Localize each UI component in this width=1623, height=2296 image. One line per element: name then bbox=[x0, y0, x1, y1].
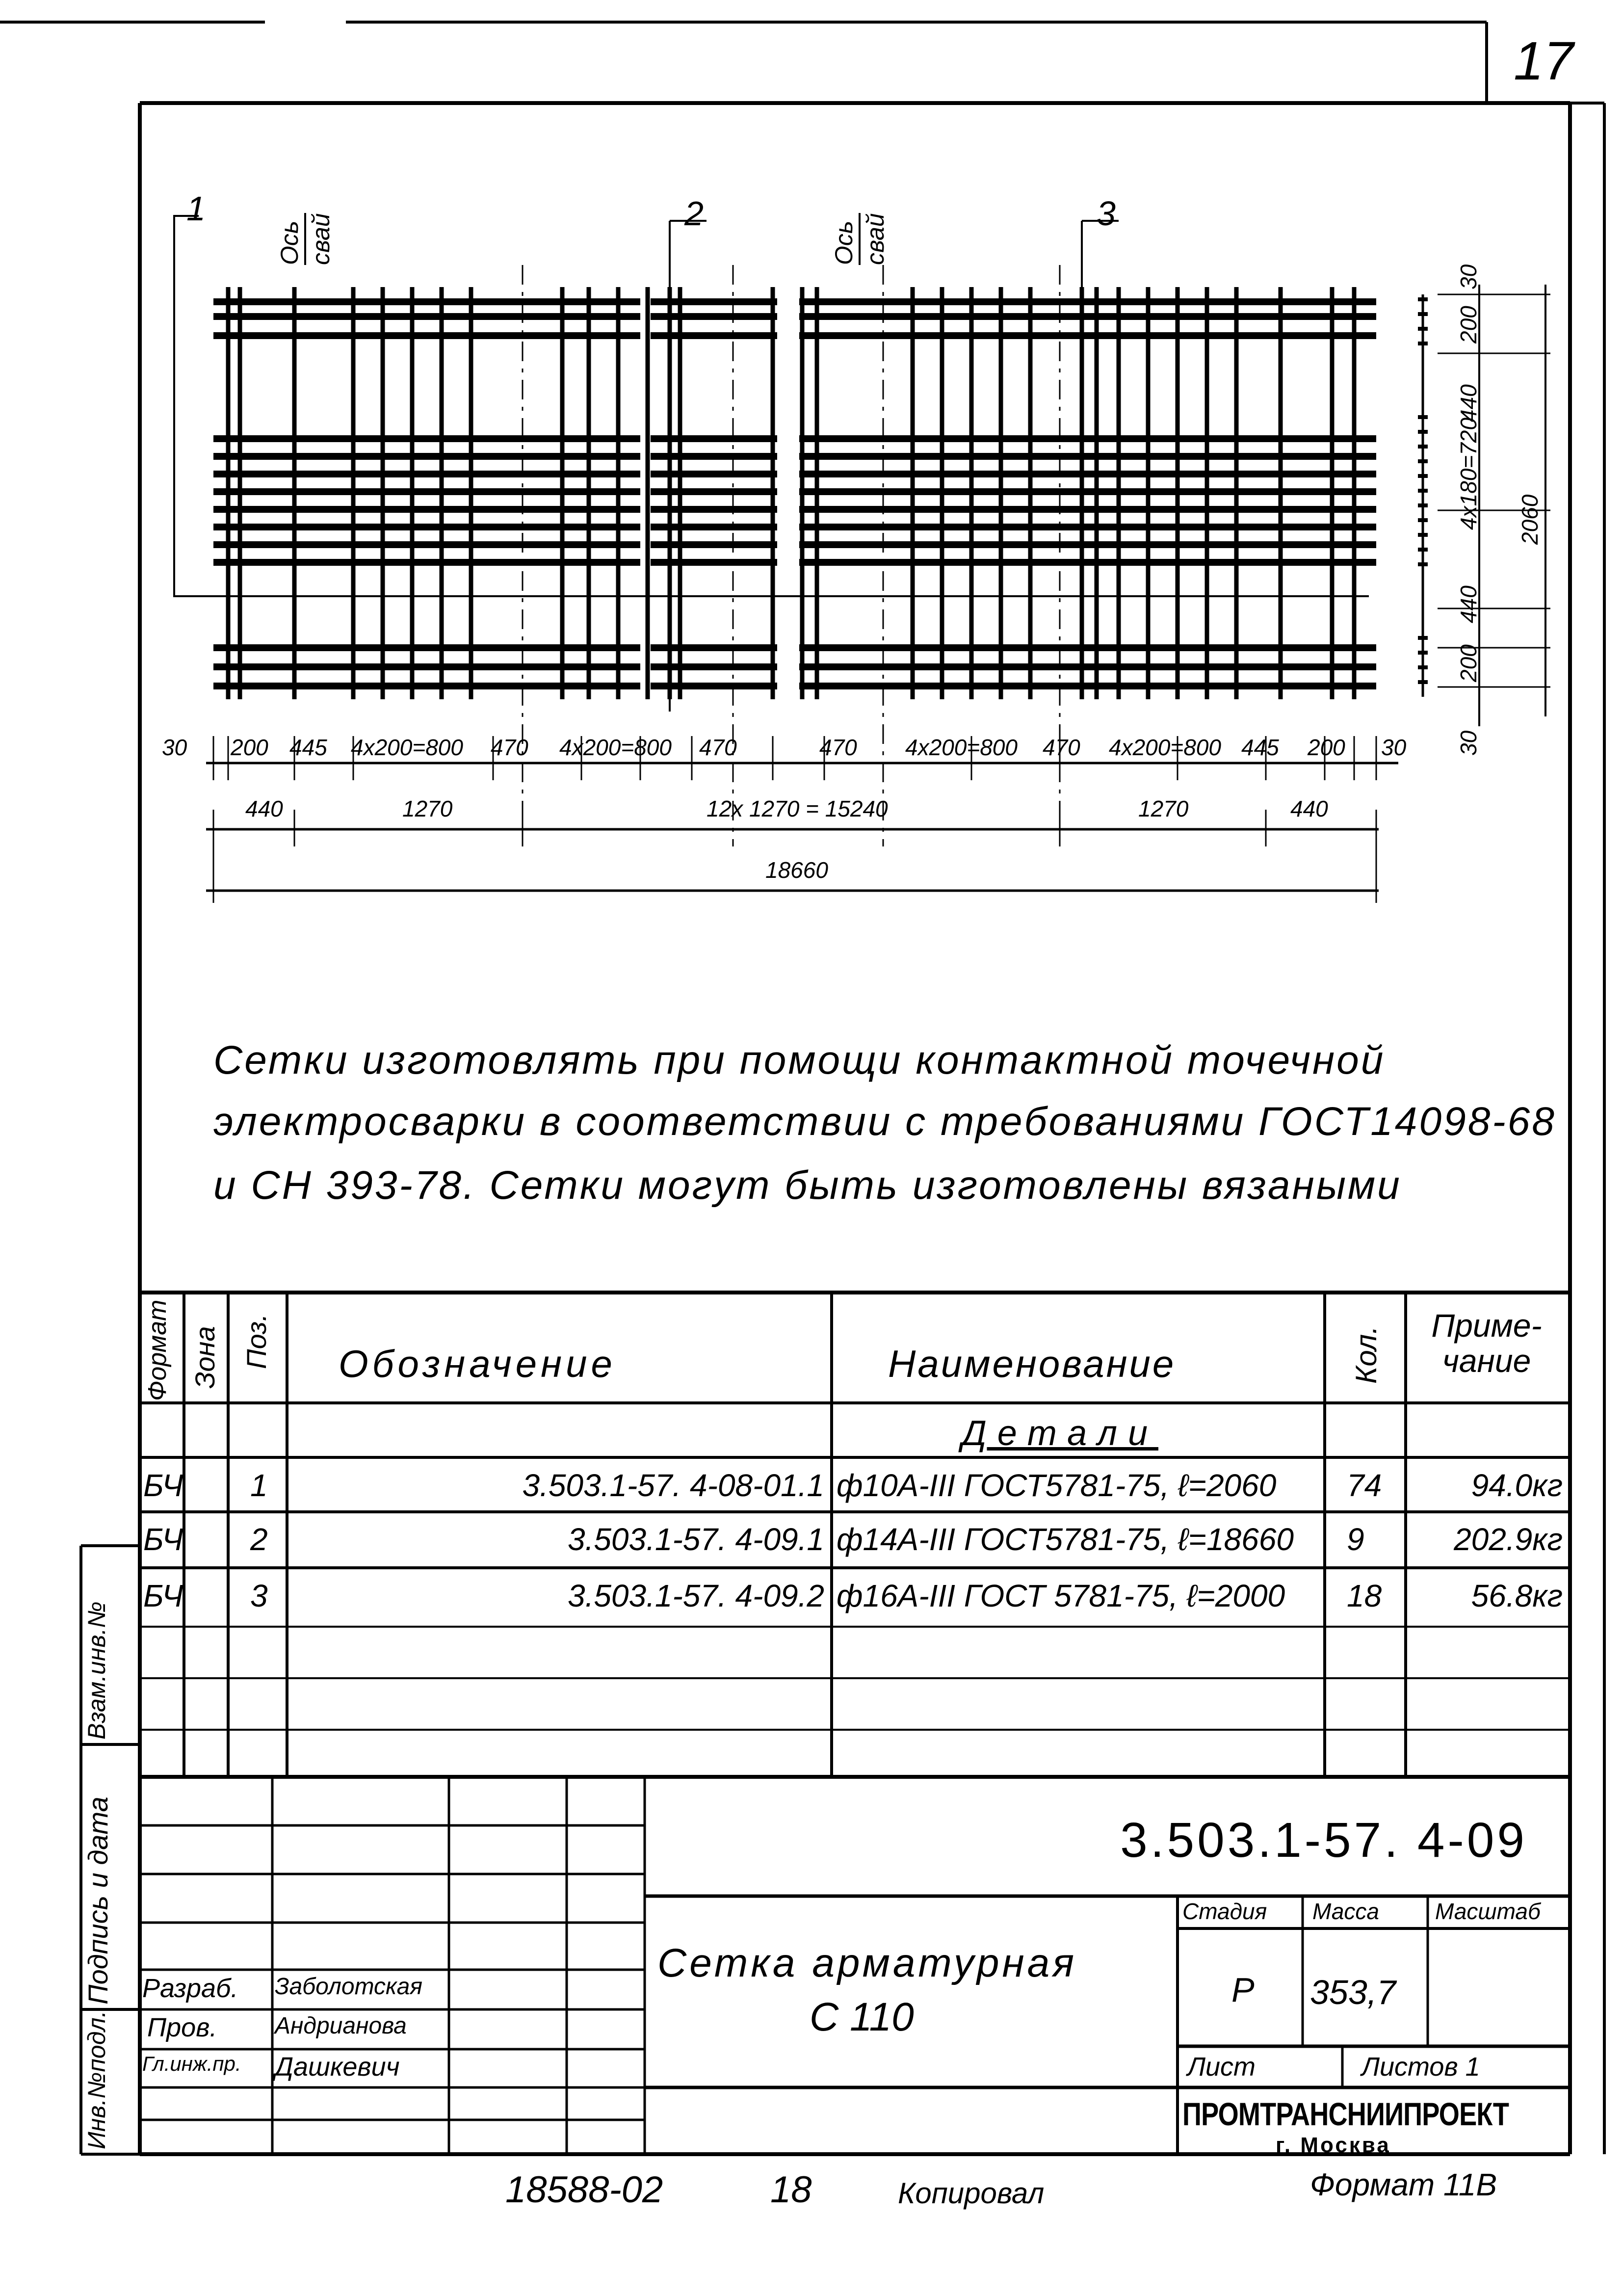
row-format: БЧ bbox=[143, 1468, 183, 1503]
callout-1: 1 bbox=[186, 189, 206, 228]
side-dim-label: 4x180=720 bbox=[1456, 418, 1481, 530]
name-developer: Заболотская bbox=[275, 1974, 423, 2000]
document-code: 3.503.1-57. 4-09 bbox=[1120, 1813, 1527, 1868]
row-format: БЧ bbox=[143, 1522, 183, 1557]
header-format: Формат bbox=[143, 1299, 172, 1401]
header-note: Приме-чание bbox=[1431, 1307, 1542, 1379]
role-developer: Разраб. bbox=[142, 1974, 238, 2003]
sheet-label: Лист bbox=[1187, 2052, 1256, 2082]
dim-label: 4x200=800 bbox=[905, 735, 1018, 760]
side-dim-label: 440 bbox=[1456, 585, 1481, 623]
side-dim-label: 30 bbox=[1456, 264, 1481, 290]
side-inv-orig: Инв.№подл. bbox=[83, 2010, 110, 2149]
dim-label: 12x 1270 = 15240 bbox=[707, 796, 888, 821]
copy-number: 18588-02 bbox=[505, 2169, 663, 2211]
side-dim-label: 200 bbox=[1456, 306, 1481, 343]
header-qty: Кол. bbox=[1350, 1326, 1383, 1384]
title-line-1: Сетка арматурная bbox=[657, 1941, 1077, 1985]
note-line-3: и СН 393-78. Сетки могут быть изготовлены вязаными bbox=[213, 1163, 1402, 1208]
dim-label: 4x200=800 bbox=[559, 735, 672, 760]
dim-label: 445 bbox=[289, 735, 327, 760]
row-format: БЧ bbox=[143, 1578, 183, 1613]
axis-label-left bbox=[275, 213, 336, 265]
row-name: ф16А-III ГОСТ 5781-75, ℓ=2000 bbox=[837, 1578, 1285, 1613]
role-checker: Пров. bbox=[147, 2013, 217, 2042]
section-title: Детали bbox=[962, 1414, 1158, 1453]
mass-value: 353,7 bbox=[1310, 1973, 1396, 2011]
callout-3: 3 bbox=[1097, 194, 1116, 233]
sheet-count: 18 bbox=[770, 2169, 812, 2211]
row-note: 94.0кг bbox=[1471, 1468, 1563, 1503]
name-chief-engineer: Дашкевич bbox=[275, 2052, 400, 2082]
header-name: Наименование bbox=[888, 1342, 1176, 1385]
dim-label: 30 bbox=[162, 735, 187, 760]
row-name: ф10А-III ГОСТ5781-75, ℓ=2060 bbox=[837, 1468, 1277, 1503]
side-dim-label: 30 bbox=[1456, 730, 1481, 756]
stage-value: Р bbox=[1231, 1971, 1255, 2009]
row-position: 2 bbox=[250, 1522, 268, 1557]
row-name: ф14А-III ГОСТ5781-75, ℓ=18660 bbox=[837, 1522, 1294, 1557]
header-designation: Обозначение bbox=[339, 1342, 616, 1385]
row-note: 56.8кг bbox=[1471, 1578, 1563, 1613]
dim-label: 440 bbox=[1290, 796, 1328, 821]
row-qty: 9 bbox=[1347, 1522, 1364, 1557]
role-chief-engineer: Гл.инж.пр. bbox=[142, 2052, 241, 2075]
axis-label-line1: Ось bbox=[830, 220, 858, 265]
dim-label: 445 bbox=[1241, 735, 1279, 760]
dim-label: 440 bbox=[245, 796, 283, 821]
organization: ПРОМТРАНСНИИПРОЕКТ bbox=[1182, 2096, 1509, 2132]
row-designation: 3.503.1-57. 4-09.1 bbox=[567, 1522, 824, 1557]
side-dim-label: 440 bbox=[1456, 384, 1481, 422]
dim-label: 470 bbox=[699, 735, 737, 760]
stage-label: Стадия bbox=[1182, 1899, 1267, 1924]
row-qty: 18 bbox=[1347, 1578, 1382, 1613]
side-dim-label: 200 bbox=[1456, 644, 1481, 682]
dim-label: 1270 bbox=[1138, 796, 1189, 821]
dim-label: 200 bbox=[1308, 735, 1345, 760]
dim-label: 1270 bbox=[402, 796, 453, 821]
header-zone: Зона bbox=[189, 1326, 220, 1389]
dim-label: 470 bbox=[491, 735, 528, 760]
dim-label: 470 bbox=[1043, 735, 1080, 760]
row-designation: 3.503.1-57. 4-09.2 bbox=[567, 1578, 824, 1613]
row-position: 1 bbox=[250, 1468, 268, 1503]
header-pos: Поз. bbox=[241, 1314, 272, 1369]
format-label: Формат 11В bbox=[1310, 2167, 1497, 2202]
name-checker: Андрианова bbox=[275, 2013, 407, 2039]
dim-label: 30 bbox=[1381, 735, 1407, 760]
axis-label-right bbox=[829, 213, 890, 265]
row-position: 3 bbox=[250, 1578, 268, 1613]
side-replace-inv: Взам.инв.№ bbox=[83, 1601, 110, 1740]
side-sign-date: Подпись и дата bbox=[82, 1796, 113, 2005]
city: г. Москва bbox=[1276, 2133, 1391, 2157]
dim-label: 470 bbox=[819, 735, 857, 760]
note-line-2: электросварки в соответствии с требованиями ГОСТ14098-68 bbox=[213, 1099, 1556, 1144]
mass-label: Масса bbox=[1312, 1899, 1380, 1924]
row-note: 202.9кг bbox=[1454, 1522, 1563, 1557]
copied-by: Копировал bbox=[898, 2177, 1045, 2210]
dim-label: 200 bbox=[231, 735, 268, 760]
dim-label: 4x200=800 bbox=[351, 735, 463, 760]
axis-label-line1: Ось bbox=[276, 220, 303, 265]
axis-label-line2: свай bbox=[304, 213, 336, 265]
row-designation: 3.503.1-57. 4-08-01.1 bbox=[522, 1468, 824, 1503]
row-qty: 74 bbox=[1347, 1468, 1382, 1503]
dim-label: 4x200=800 bbox=[1109, 735, 1221, 760]
dim-total-label: 18660 bbox=[765, 857, 828, 883]
note-line-1: Сетки изготовлять при помощи контактной точечной bbox=[213, 1038, 1386, 1082]
side-dim-total-label: 2060 bbox=[1517, 494, 1543, 545]
page-number: 17 bbox=[1514, 31, 1574, 91]
axis-label-line2: свай bbox=[859, 213, 890, 265]
sheets-label: Листов 1 bbox=[1361, 2052, 1480, 2082]
title-line-2: С 110 bbox=[810, 1995, 914, 2039]
callout-2: 2 bbox=[684, 194, 704, 233]
scale-label: Масштаб bbox=[1435, 1899, 1541, 1924]
